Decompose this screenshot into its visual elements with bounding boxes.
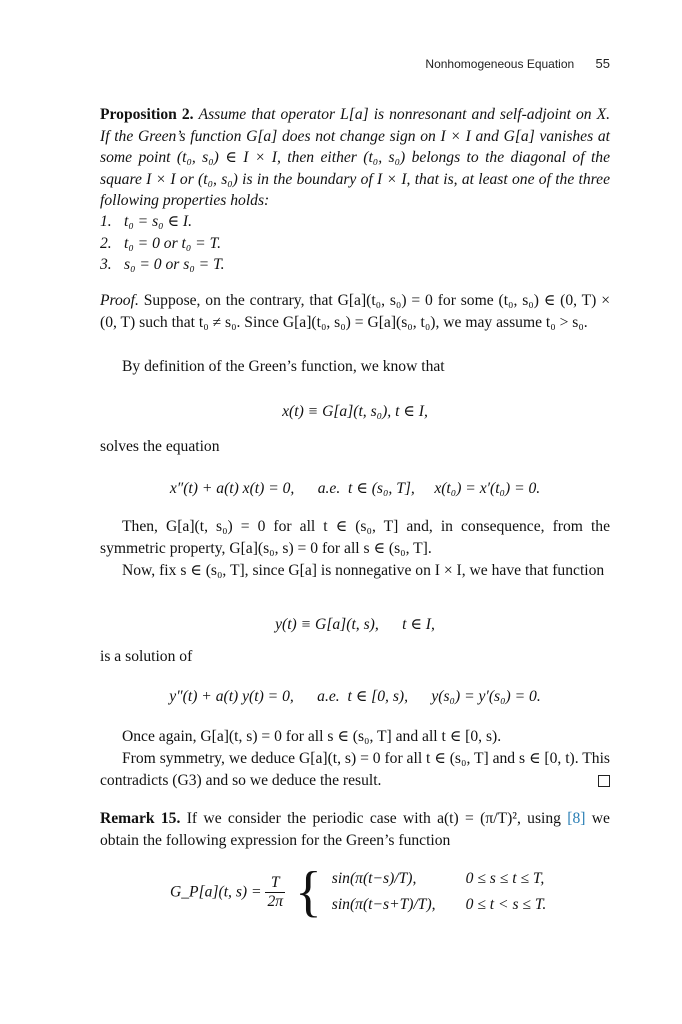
proposition-list — [100, 211, 610, 276]
proof-paragraph-8: From symmetry, we deduce G[a](t, s) = 0 for all t ∈ (s₀, T] and s ∈ [0, t). This contradicts (G3) and so we deduce the result. — [100, 750, 610, 789]
page-number: 55 — [595, 56, 610, 71]
formula-case-row: sin(π(t−s)/T), 0 ≤ s ≤ t ≤ T, — [331, 870, 545, 887]
proposition-block — [100, 104, 610, 212]
equation-y-ode: y″(t) + a(t) y(t) = 0, a.e. t ∈ [0, s), y(s₀) = y′(s₀) = 0. — [169, 688, 541, 705]
list-item: 2. t₀ = 0 or t₀ = T. — [100, 234, 222, 252]
proof-label: Proof. — [100, 292, 139, 309]
green-function-formula — [170, 861, 547, 923]
formula-cases — [332, 866, 547, 918]
qed-square-icon — [598, 775, 610, 787]
citation-link[interactable]: [8] — [567, 810, 586, 827]
proof-paragraph-5: Now, fix s ∈ (s₀, T], since G[a] is nonnegative on I × I, we have that function — [122, 562, 605, 579]
proposition-statement: Assume that operator L[a] is nonresonant and self-adjoint on X. If the Green’s function G[a] does not change sign on I × I and G[a] vanishes at some point (t₀, s₀) ∈ I × I, then either (t₀, s₀) belongs to the diagonal of the square I × I or (t₀, s₀) is in the boundary of I × I, that is, at least one of the three following properties holds: — [100, 106, 610, 210]
proof-paragraph-1: Proof. Suppose, on the contrary, that G[a](t₀, s₀) = 0 for some (t₀, s₀) ∈ (0, T) × (0, T) such that t₀ ≠ s₀. Since G[a](t₀, s₀) = G[a](s₀, t₀), we may assume t₀ > s₀. — [100, 292, 610, 331]
proof-paragraph-2: By definition of the Green’s function, we know that — [122, 358, 445, 375]
proof-paragraph-7: Once again, G[a](t, s) = 0 for all s ∈ (s₀, T] and all t ∈ [0, s). — [122, 728, 502, 745]
list-item: 1. t₀ = s₀ ∈ I. — [100, 213, 192, 230]
formula-lhs: G_P[a](t, s) = — [170, 883, 262, 901]
equation-x-ode: x″(t) + a(t) x(t) = 0, a.e. t ∈ (s₀, T], x(t₀) = x′(t₀) = 0. — [169, 480, 541, 497]
equation-x-definition: x(t) ≡ G[a](t, s₀), t ∈ I, — [282, 403, 428, 420]
formula-coefficient: $\frac{T}{2\pi}$ — [267, 873, 284, 910]
formula-case-row: sin(π(t−s+T)/T), 0 ≤ t < s ≤ T. — [331, 896, 547, 913]
remark-block: Remark 15. If we consider the periodic case with a(t) = (π/T)², using [8] we obtain the following expression for the Green’s function — [100, 810, 610, 849]
proposition-label: Proposition 2. — [100, 106, 194, 123]
remark-label: Remark 15. — [100, 810, 181, 827]
running-header — [425, 56, 610, 71]
equation-y-definition: y(t) ≡ G[a](t, s), t ∈ I, — [275, 616, 435, 633]
proof-paragraph-4: Then, G[a](t, s₀) = 0 for all t ∈ (s₀, T] and, in consequence, from the symmetric property, G[a](s₀, s) = 0 for all s ∈ (s₀, T]. — [100, 518, 610, 557]
proof-paragraph-6: is a solution of — [100, 648, 193, 665]
proof-paragraph-3: solves the equation — [100, 438, 220, 455]
running-title: Nonhomogeneous Equation — [425, 57, 575, 71]
left-brace-icon: { — [294, 861, 322, 923]
list-item: 3. s₀ = 0 or s₀ = T. — [100, 256, 225, 274]
